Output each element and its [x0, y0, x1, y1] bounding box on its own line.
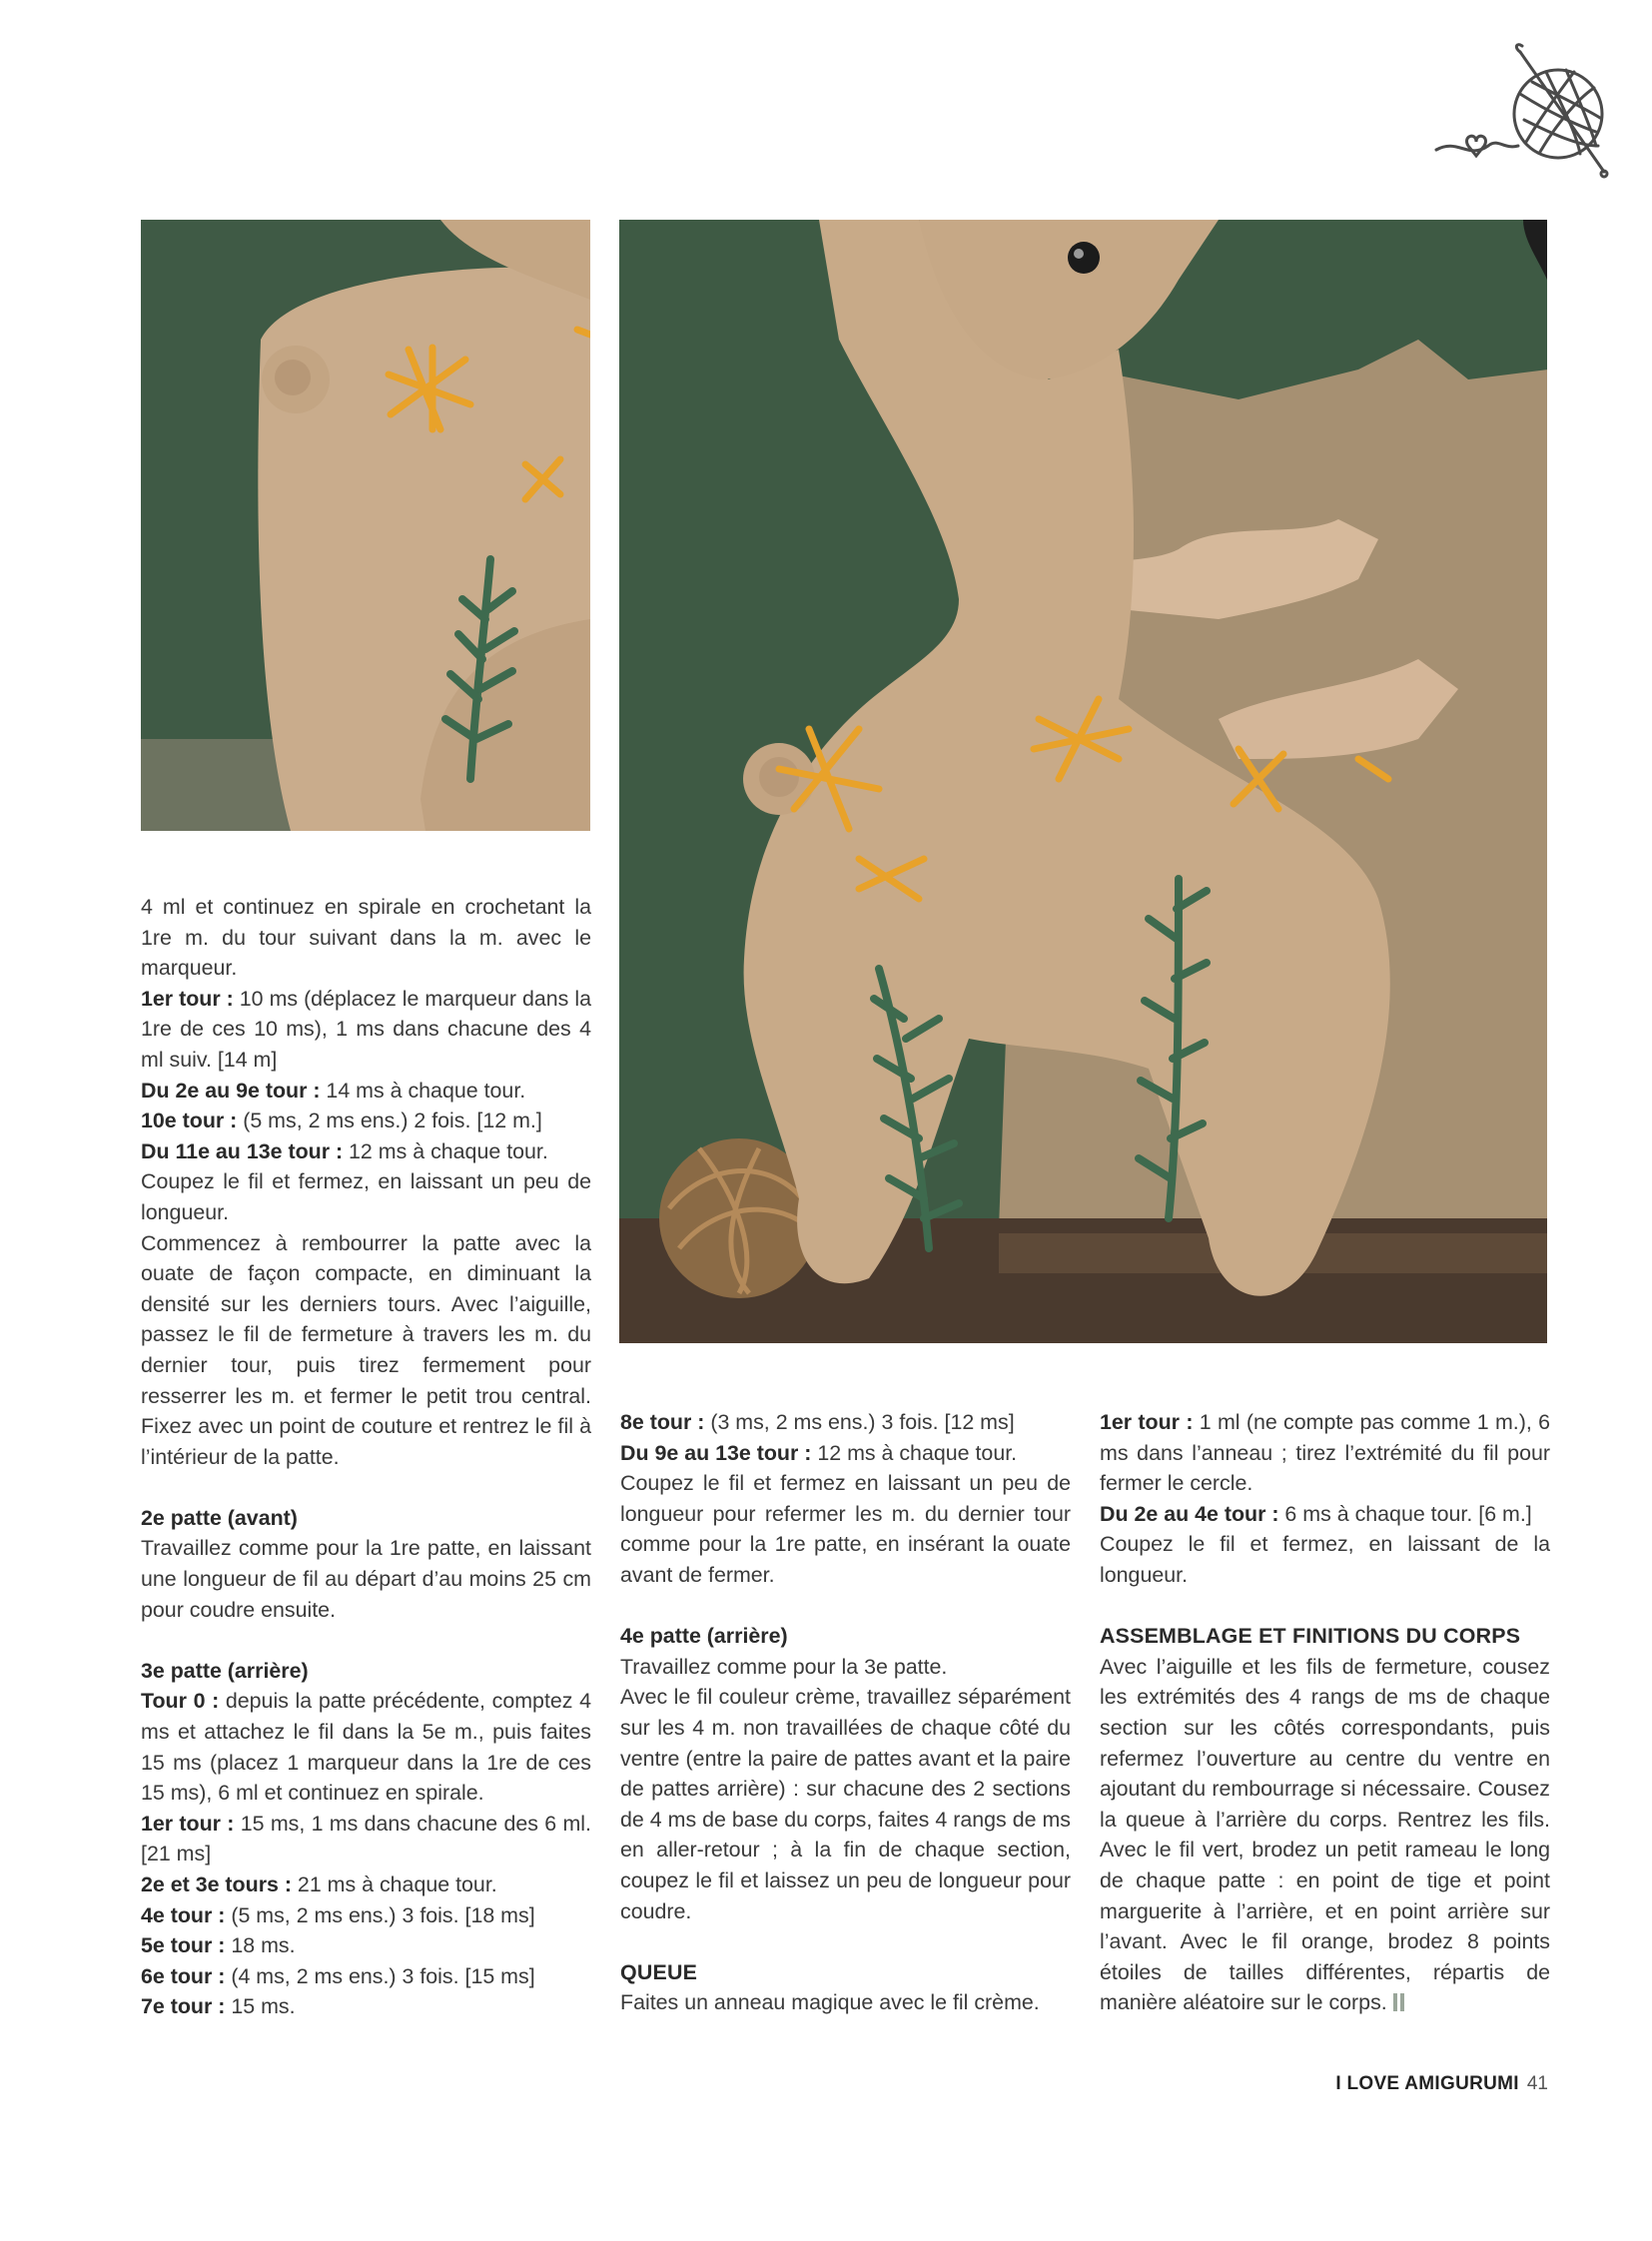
paragraph-queue: Faites un anneau magique avec le fil crème.: [620, 1990, 1040, 2015]
text-column-2: [620, 1407, 1071, 2018]
round-7: [141, 1991, 591, 2022]
round-1: [141, 984, 591, 1076]
paragraph-assemblage: [1100, 1652, 1550, 2018]
round-text: 15 ms.: [225, 1994, 296, 2019]
cut-paragraph: Coupez le fil et fermez, en laissant de la longueur.: [1100, 1532, 1550, 1587]
round-2-3: [141, 1869, 591, 1900]
round-label: Du 11e au 13e tour :: [141, 1138, 344, 1163]
yarn-ball-logo: [1428, 42, 1618, 192]
round-label: 1er tour :: [141, 986, 234, 1011]
stuffing-paragraph: Commencez à rembourrer la patte avec la ouate de façon compacte, en diminuant la densité sur les derniers tours. Avec l’aiguille, passez le fil de fermeture à travers les m. du dernier tour, puis tirez fermement pour resserrer les m. et fermer le petit trou central. Fixez avec un point de couture et rentrez le fil à l’intérieur de la patte.: [141, 1230, 591, 1469]
round-text: 1 ml (ne compte pas comme 1 m.), 6 ms dans l’anneau ; tirez l’extrémité du fil pour fermer le cercle.: [1100, 1410, 1550, 1496]
section-heading-assemblage: ASSEMBLAGE ET FINITIONS DU CORPS: [1100, 1624, 1521, 1649]
round-text: depuis la patte précédente, comptez 4 ms et attachez le fil dans la 5e m., puis faites 15 ms (placez 1 marqueur dans la 1re de ces 15 ms), 6 ml et continuez en spirale.: [141, 1689, 592, 1806]
round-label: 1er tour :: [1100, 1410, 1194, 1434]
cut-paragraph: Coupez le fil et fermez, en laissant un peu de longueur.: [141, 1169, 591, 1224]
round-11-13: [141, 1136, 591, 1167]
cut-paragraph: Coupez le fil et fermez en laissant un peu de longueur pour refermer les m. du dernier tour comme pour la 1re patte, en insérant la ouate avant de fermer.: [620, 1471, 1071, 1587]
round-label: Du 2e au 4e tour :: [1100, 1501, 1279, 1526]
round-label: 10e tour :: [141, 1109, 238, 1133]
section-heading-2e-patte: 2e patte (avant): [141, 1505, 298, 1530]
round-text: 18 ms.: [225, 1933, 296, 1958]
round-text: (3 ms, 2 ms ens.) 3 fois. [12 ms]: [704, 1410, 1015, 1434]
round-label: Du 2e au 9e tour :: [141, 1078, 321, 1103]
assemblage-text: Avec l’aiguille et les fils de fermeture, cousez les extrémités des 4 rangs de ms de chaque section sur les côtés correspondants, puis refermez l’ouverture au centre du ventre en ajoutant du rembourrage si nécessaire. Cousez la queue à l’arrière du corps. Rentrez les fils. Avec le fil vert, brodez un petit rameau le long de chaque patte : en point de tige et point marguerite à l’arrière, et en point arrière sur l’avant. Avec le fil orange, brodez 8 points étoiles de tailles différentes, répartis de manière aléatoire sur le corps.: [1100, 1654, 1550, 2015]
photo-deer-standing: [619, 220, 1547, 1343]
round-text: (4 ms, 2 ms ens.) 3 fois. [15 ms]: [225, 1963, 535, 1988]
section-heading-4e-patte: 4e patte (arrière): [620, 1624, 788, 1649]
round-text: 14 ms à chaque tour.: [320, 1078, 526, 1103]
round-text: (5 ms, 2 ms ens.) 3 fois. [18 ms]: [225, 1902, 535, 1927]
page-footer: [1335, 2073, 1548, 2095]
round-label: 7e tour :: [141, 1994, 226, 2019]
page-number: 41: [1526, 2073, 1548, 2094]
paragraph-2e-patte: Travaillez comme pour la 1re patte, en laissant une longueur de fil au départ d’au moins 25 cm pour coudre ensuite.: [141, 1536, 591, 1622]
round-text: 15 ms, 1 ms dans chacune des 6 ml. [21 ms]: [141, 1811, 591, 1867]
round-text: (5 ms, 2 ms ens.) 2 fois. [12 m.]: [237, 1109, 542, 1133]
yarn-ball-crochet-hook-heart-icon: [1428, 42, 1618, 192]
round-5: [141, 1930, 591, 1961]
round-text: 12 ms à chaque tour.: [343, 1138, 548, 1163]
text-column-3: [1100, 1407, 1550, 2018]
round-2-9: [141, 1076, 591, 1107]
magazine-name: I LOVE AMIGURUMI: [1335, 2073, 1519, 2094]
round-label: 1er tour :: [141, 1811, 235, 1836]
text-column-1: [141, 892, 591, 2022]
round-text: 6 ms à chaque tour. [6 m.]: [1278, 1501, 1532, 1526]
round-label: 4e tour :: [141, 1902, 226, 1927]
section-heading-3e-patte: 3e patte (arrière): [141, 1658, 309, 1683]
round-1: [141, 1809, 591, 1869]
crochet-deer-standing-photo: [619, 220, 1547, 1343]
paragraph-4e-patte-b: Avec le fil couleur crème, travaillez séparément sur les 4 m. non travaillées de chaque côté du ventre (entre la paire de pattes avant et la paire de pattes arrière) : sur chacune des 2 sections de 4 ms de base du corps, faites 4 rangs de ms en aller-retour ; à la fin de chaque section, coupez le fil et laissez un peu de longueur pour coudre.: [620, 1685, 1071, 1923]
round-label: 8e tour :: [620, 1410, 705, 1434]
round-label: Tour 0 :: [141, 1689, 220, 1714]
round-text: 12 ms à chaque tour.: [811, 1440, 1018, 1465]
round-4: [141, 1900, 591, 1931]
round-10: [141, 1106, 591, 1136]
round-9-13: [620, 1438, 1071, 1469]
section-heading-queue: QUEUE: [620, 1959, 698, 1984]
round-0: [141, 1686, 591, 1808]
crochet-deer-hindquarters-photo: [141, 220, 590, 831]
intro-paragraph: 4 ml et continuez en spirale en crochetant la 1re m. du tour suivant dans la m. avec le marqueur.: [141, 895, 591, 981]
round-text: 21 ms à chaque tour.: [291, 1872, 497, 1896]
round-8: [620, 1407, 1071, 1438]
round-label: 6e tour :: [141, 1963, 226, 1988]
paragraph-4e-patte-a: Travaillez comme pour la 3e patte.: [620, 1654, 948, 1679]
round-label: 2e et 3e tours :: [141, 1872, 292, 1896]
round-text: 10 ms (déplacez le marqueur dans la 1re de ces 10 ms), 1 ms dans chacune des 4 ml suiv. [14 m]: [141, 986, 591, 1072]
round-label: 5e tour :: [141, 1933, 226, 1958]
round-1: [1100, 1407, 1550, 1499]
round-label: Du 9e au 13e tour :: [620, 1440, 812, 1465]
round-2-4: [1100, 1499, 1550, 1530]
photo-deer-hindquarters: [141, 220, 590, 831]
round-6: [141, 1961, 591, 1992]
end-of-article-icon: [1393, 1993, 1397, 2011]
